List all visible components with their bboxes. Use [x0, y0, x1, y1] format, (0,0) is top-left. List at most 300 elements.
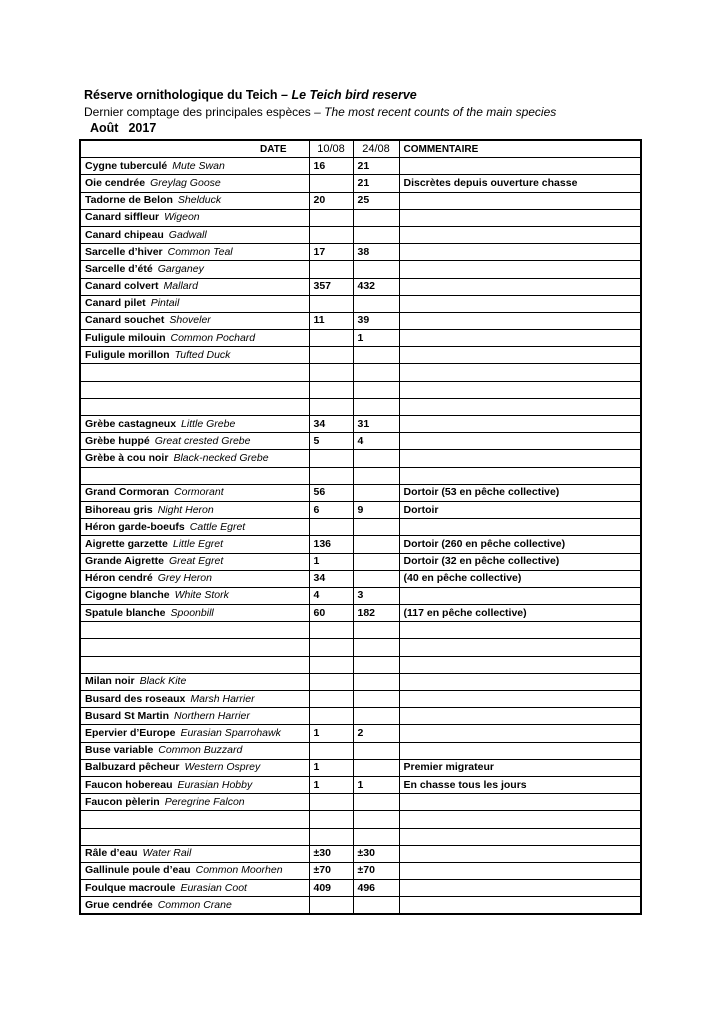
- table-row: [80, 519, 641, 536]
- count-10-08-cell: 11: [309, 312, 353, 329]
- document-header: [84, 86, 556, 137]
- count-24-08-cell: [353, 794, 399, 811]
- comment-cell: [399, 433, 641, 450]
- count-10-08-cell: [309, 673, 353, 690]
- count-24-08-cell: [353, 226, 399, 243]
- count-10-08-cell: 1: [309, 553, 353, 570]
- comment-cell: [399, 794, 641, 811]
- comment-cell: [399, 278, 641, 295]
- count-10-08-cell: 1: [309, 776, 353, 793]
- species-name-english: Northern Harrier: [174, 709, 250, 722]
- table-row: [80, 759, 641, 776]
- count-24-08-cell: [353, 656, 399, 673]
- count-10-08-cell: [309, 226, 353, 243]
- table-row: [80, 897, 641, 915]
- count-24-08-cell: [353, 570, 399, 587]
- comment-cell: [399, 725, 641, 742]
- table-row: [80, 467, 641, 484]
- title-separator: –: [277, 88, 292, 102]
- species-name-french: Foulque macroule: [85, 881, 176, 894]
- species-cell: [80, 794, 309, 811]
- count-24-08-cell: [353, 261, 399, 278]
- species-cell: [80, 467, 309, 484]
- comment-cell: En chasse tous les jours: [399, 776, 641, 793]
- table-row: [80, 312, 641, 329]
- count-10-08-cell: [309, 622, 353, 639]
- count-24-08-cell: [353, 742, 399, 759]
- comment-cell: [399, 708, 641, 725]
- species-name-french: Grand Cormoran: [85, 486, 170, 499]
- count-24-08-cell: [353, 347, 399, 364]
- table-row: [80, 536, 641, 553]
- table-row: [80, 501, 641, 518]
- comment-cell: [399, 862, 641, 879]
- count-24-08-cell: [353, 364, 399, 381]
- table-row: [80, 725, 641, 742]
- count-24-08-cell: [353, 639, 399, 656]
- count-24-08-cell: [353, 295, 399, 312]
- species-name-english: Eurasian Coot: [180, 881, 247, 894]
- count-10-08-cell: 6: [309, 501, 353, 518]
- comment-cell: [399, 673, 641, 690]
- count-10-08-cell: [309, 656, 353, 673]
- species-cell: [80, 570, 309, 587]
- count-10-08-cell: 34: [309, 416, 353, 433]
- species-name-french: Grue cendrée: [85, 898, 153, 911]
- species-name-french: Spatule blanche: [85, 606, 166, 619]
- species-cell: [80, 725, 309, 742]
- count-24-08-cell: [353, 811, 399, 828]
- species-name-french: Epervier d’Europe: [85, 726, 176, 739]
- species-name-french: Cigogne blanche: [85, 589, 170, 602]
- table-row: [80, 622, 641, 639]
- species-name-english: Tufted Duck: [174, 348, 231, 361]
- bird-count-table: [79, 139, 642, 915]
- species-name-english: Mallard: [163, 280, 198, 293]
- count-10-08-cell: 357: [309, 278, 353, 295]
- species-name-english: Night Heron: [157, 503, 214, 516]
- count-24-08-cell: 496: [353, 880, 399, 897]
- comment-cell: [399, 811, 641, 828]
- comment-cell: [399, 880, 641, 897]
- species-name-french: Canard siffleur: [85, 211, 160, 224]
- species-name-english: Western Osprey: [184, 761, 261, 774]
- count-10-08-cell: [309, 261, 353, 278]
- species-cell: [80, 776, 309, 793]
- table-header-row: [80, 140, 641, 158]
- species-cell: [80, 605, 309, 622]
- count-24-08-cell: 1: [353, 330, 399, 347]
- table-row: [80, 656, 641, 673]
- table-row: [80, 708, 641, 725]
- species-name-french: Sarcelle d’été: [85, 262, 153, 275]
- species-cell: [80, 811, 309, 828]
- species-name-french: Milan noir: [85, 675, 135, 688]
- count-24-08-cell: 2: [353, 725, 399, 742]
- comment-cell: [399, 244, 641, 261]
- species-cell: [80, 450, 309, 467]
- count-10-08-cell: 1: [309, 725, 353, 742]
- count-24-08-cell: 31: [353, 416, 399, 433]
- species-cell: [80, 742, 309, 759]
- subtitle-french: Dernier comptage des principales espèces: [84, 105, 311, 119]
- count-24-08-cell: 1: [353, 776, 399, 793]
- count-10-08-cell: [309, 209, 353, 226]
- count-10-08-cell: [309, 897, 353, 915]
- comment-cell: [399, 158, 641, 175]
- count-24-08-cell: [353, 398, 399, 415]
- species-cell: [80, 897, 309, 915]
- species-name-english: Peregrine Falcon: [164, 795, 245, 808]
- comment-cell: Dortoir (32 en pêche collective): [399, 553, 641, 570]
- table-row: [80, 278, 641, 295]
- count-24-08-cell: [353, 467, 399, 484]
- species-name-english: Black-necked Grebe: [173, 451, 269, 464]
- count-24-08-cell: 9: [353, 501, 399, 518]
- species-cell: [80, 639, 309, 656]
- comment-cell: [399, 192, 641, 209]
- comment-cell: [399, 295, 641, 312]
- species-name-english: Common Pochard: [170, 331, 256, 344]
- date-1-column-header: 10/08: [309, 140, 353, 158]
- table-row: [80, 484, 641, 501]
- table-row: [80, 880, 641, 897]
- count-10-08-cell: [309, 708, 353, 725]
- count-10-08-cell: 34: [309, 570, 353, 587]
- count-24-08-cell: [353, 622, 399, 639]
- comment-cell: [399, 398, 641, 415]
- comment-cell: [399, 312, 641, 329]
- species-cell: [80, 673, 309, 690]
- species-cell: [80, 656, 309, 673]
- count-10-08-cell: 136: [309, 536, 353, 553]
- count-10-08-cell: [309, 330, 353, 347]
- species-cell: [80, 553, 309, 570]
- count-24-08-cell: 21: [353, 175, 399, 192]
- comment-cell: Dortoir: [399, 501, 641, 518]
- table-row: [80, 776, 641, 793]
- species-name-english: Greylag Goose: [150, 176, 221, 189]
- date-2-column-header: 24/08: [353, 140, 399, 158]
- date-column-header: DATE: [80, 140, 309, 158]
- species-cell: [80, 244, 309, 261]
- page-title: [84, 86, 556, 104]
- count-24-08-cell: [353, 519, 399, 536]
- table-row: [80, 261, 641, 278]
- species-name-french: Grèbe à cou noir: [85, 451, 169, 464]
- species-name-french: Gallinule poule d’eau: [85, 864, 191, 877]
- count-10-08-cell: [309, 519, 353, 536]
- species-cell: [80, 501, 309, 518]
- comment-cell: (117 en pêche collective): [399, 605, 641, 622]
- species-name-french: Cygne tuberculé: [85, 159, 168, 172]
- comment-column-header: COMMENTAIRE: [399, 140, 641, 158]
- species-name-english: Little Egret: [172, 537, 224, 550]
- comment-cell: Dortoir (53 en pêche collective): [399, 484, 641, 501]
- species-cell: [80, 209, 309, 226]
- table-row: [80, 175, 641, 192]
- species-cell: [80, 226, 309, 243]
- species-name-english: Black Kite: [139, 675, 187, 688]
- comment-cell: [399, 467, 641, 484]
- comment-cell: [399, 828, 641, 845]
- report-month: Août: [90, 121, 119, 135]
- table-row: [80, 330, 641, 347]
- report-year: 2017: [128, 121, 157, 135]
- table-row: [80, 381, 641, 398]
- species-cell: [80, 862, 309, 879]
- species-name-french: Héron cendré: [85, 572, 153, 585]
- count-10-08-cell: [309, 295, 353, 312]
- species-cell: [80, 175, 309, 192]
- title-french: Réserve ornithologique du Teich: [84, 88, 278, 102]
- comment-cell: Dortoir (260 en pêche collective): [399, 536, 641, 553]
- count-24-08-cell: [353, 759, 399, 776]
- species-cell: [80, 347, 309, 364]
- species-cell: [80, 759, 309, 776]
- count-10-08-cell: [309, 691, 353, 708]
- species-cell: [80, 416, 309, 433]
- table-row: [80, 828, 641, 845]
- table-row: [80, 364, 641, 381]
- table-row: [80, 450, 641, 467]
- species-name-french: Grande Aigrette: [85, 555, 164, 568]
- count-24-08-cell: [353, 708, 399, 725]
- species-name-english: Shoveler: [169, 314, 211, 327]
- count-10-08-cell: [309, 742, 353, 759]
- title-english: Le Teich bird reserve: [291, 88, 417, 102]
- table-row: [80, 226, 641, 243]
- species-name-french: Canard pilet: [85, 297, 146, 310]
- comment-cell: [399, 347, 641, 364]
- species-name-english: Pintail: [150, 297, 180, 310]
- table-row: [80, 605, 641, 622]
- species-name-english: Gadwall: [168, 228, 207, 241]
- table-row: [80, 347, 641, 364]
- table-row: [80, 433, 641, 450]
- table-row: [80, 209, 641, 226]
- count-10-08-cell: [309, 639, 353, 656]
- species-cell: [80, 828, 309, 845]
- comment-cell: [399, 897, 641, 915]
- subtitle-english: The most recent counts of the main species: [324, 105, 557, 119]
- species-cell: [80, 158, 309, 175]
- page-subtitle: [84, 104, 556, 120]
- species-cell: [80, 484, 309, 501]
- count-10-08-cell: ±30: [309, 845, 353, 862]
- species-cell: [80, 433, 309, 450]
- species-name-english: Water Rail: [142, 847, 192, 860]
- species-name-french: Fuligule milouin: [85, 331, 166, 344]
- count-24-08-cell: 39: [353, 312, 399, 329]
- count-24-08-cell: 432: [353, 278, 399, 295]
- table-row: [80, 673, 641, 690]
- count-10-08-cell: [309, 175, 353, 192]
- count-24-08-cell: [353, 553, 399, 570]
- species-name-english: Common Buzzard: [158, 744, 243, 757]
- table-row: [80, 845, 641, 862]
- comment-cell: [399, 845, 641, 862]
- count-24-08-cell: [353, 897, 399, 915]
- species-cell: [80, 261, 309, 278]
- count-24-08-cell: 182: [353, 605, 399, 622]
- species-name-french: Sarcelle d’hiver: [85, 245, 163, 258]
- species-name-french: Fuligule morillon: [85, 348, 170, 361]
- species-name-french: Busard des roseaux: [85, 692, 186, 705]
- species-name-english: Cormorant: [174, 486, 224, 499]
- count-24-08-cell: 21: [353, 158, 399, 175]
- count-10-08-cell: 409: [309, 880, 353, 897]
- species-cell: [80, 622, 309, 639]
- count-10-08-cell: 5: [309, 433, 353, 450]
- species-cell: [80, 587, 309, 604]
- species-cell: [80, 519, 309, 536]
- table-row: [80, 295, 641, 312]
- species-name-french: Héron garde-boeufs: [85, 520, 185, 533]
- table-row: [80, 553, 641, 570]
- count-10-08-cell: [309, 398, 353, 415]
- count-10-08-cell: [309, 381, 353, 398]
- species-name-english: Common Crane: [157, 898, 232, 911]
- comment-cell: [399, 330, 641, 347]
- count-24-08-cell: [353, 536, 399, 553]
- count-24-08-cell: ±30: [353, 845, 399, 862]
- count-24-08-cell: 25: [353, 192, 399, 209]
- count-24-08-cell: [353, 828, 399, 845]
- count-10-08-cell: 60: [309, 605, 353, 622]
- species-cell: [80, 381, 309, 398]
- count-24-08-cell: [353, 209, 399, 226]
- species-name-french: Canard chipeau: [85, 228, 164, 241]
- table-row: [80, 416, 641, 433]
- species-cell: [80, 691, 309, 708]
- count-10-08-cell: 56: [309, 484, 353, 501]
- species-name-french: Grèbe huppé: [85, 434, 150, 447]
- species-name-french: Busard St Martin: [85, 709, 170, 722]
- count-24-08-cell: 38: [353, 244, 399, 261]
- count-10-08-cell: 20: [309, 192, 353, 209]
- species-name-french: Tadorne de Belon: [85, 194, 173, 207]
- comment-cell: Premier migrateur: [399, 759, 641, 776]
- table-row: [80, 742, 641, 759]
- comment-cell: [399, 364, 641, 381]
- count-10-08-cell: [309, 467, 353, 484]
- species-cell: [80, 330, 309, 347]
- report-period: [84, 120, 556, 137]
- species-name-english: White Stork: [174, 589, 229, 602]
- comment-cell: [399, 450, 641, 467]
- species-cell: [80, 880, 309, 897]
- species-cell: [80, 364, 309, 381]
- species-name-french: Aigrette garzette: [85, 537, 168, 550]
- species-name-french: Râle d’eau: [85, 847, 138, 860]
- species-name-french: Oie cendrée: [85, 176, 146, 189]
- count-24-08-cell: [353, 673, 399, 690]
- count-10-08-cell: [309, 450, 353, 467]
- count-10-08-cell: [309, 811, 353, 828]
- count-24-08-cell: [353, 691, 399, 708]
- table-row: [80, 570, 641, 587]
- species-cell: [80, 536, 309, 553]
- table-row: [80, 398, 641, 415]
- species-name-english: Cattle Egret: [189, 520, 246, 533]
- table-row: [80, 811, 641, 828]
- table-row: [80, 158, 641, 175]
- comment-cell: (40 en pêche collective): [399, 570, 641, 587]
- species-cell: [80, 708, 309, 725]
- comment-cell: [399, 416, 641, 433]
- count-10-08-cell: 17: [309, 244, 353, 261]
- count-24-08-cell: 3: [353, 587, 399, 604]
- count-24-08-cell: ±70: [353, 862, 399, 879]
- species-name-english: Wigeon: [164, 211, 200, 224]
- count-10-08-cell: 4: [309, 587, 353, 604]
- species-name-english: Common Moorhen: [195, 864, 283, 877]
- comment-cell: [399, 639, 641, 656]
- species-name-english: Grey Heron: [157, 572, 212, 585]
- comment-cell: [399, 226, 641, 243]
- species-cell: [80, 192, 309, 209]
- species-name-english: Eurasian Hobby: [177, 778, 253, 791]
- comment-cell: [399, 519, 641, 536]
- species-cell: [80, 295, 309, 312]
- count-10-08-cell: [309, 794, 353, 811]
- table-row: [80, 587, 641, 604]
- species-name-french: Bihoreau gris: [85, 503, 153, 516]
- species-name-english: Shelduck: [177, 194, 222, 207]
- count-24-08-cell: [353, 484, 399, 501]
- species-name-english: Eurasian Sparrohawk: [180, 726, 281, 739]
- species-cell: [80, 312, 309, 329]
- species-name-french: Faucon hobereau: [85, 778, 173, 791]
- count-10-08-cell: [309, 347, 353, 364]
- species-name-english: Common Teal: [167, 245, 233, 258]
- comment-cell: [399, 622, 641, 639]
- table-row: [80, 794, 641, 811]
- count-10-08-cell: 16: [309, 158, 353, 175]
- species-name-french: Buse variable: [85, 744, 154, 757]
- comment-cell: Discrètes depuis ouverture chasse: [399, 175, 641, 192]
- species-name-english: Great crested Grebe: [154, 434, 251, 447]
- species-name-english: Spoonbill: [170, 606, 214, 619]
- species-cell: [80, 278, 309, 295]
- comment-cell: [399, 656, 641, 673]
- subtitle-separator: –: [310, 105, 325, 119]
- species-name-english: Garganey: [157, 262, 204, 275]
- table-row: [80, 639, 641, 656]
- table-row: [80, 192, 641, 209]
- table-row: [80, 244, 641, 261]
- comment-cell: [399, 381, 641, 398]
- table-row: [80, 691, 641, 708]
- species-name-french: Balbuzard pêcheur: [85, 761, 180, 774]
- species-cell: [80, 398, 309, 415]
- comment-cell: [399, 209, 641, 226]
- count-10-08-cell: 1: [309, 759, 353, 776]
- table-row: [80, 862, 641, 879]
- count-24-08-cell: 4: [353, 433, 399, 450]
- species-name-french: Canard colvert: [85, 280, 159, 293]
- species-name-french: Faucon pèlerin: [85, 795, 160, 808]
- count-24-08-cell: [353, 450, 399, 467]
- comment-cell: [399, 587, 641, 604]
- count-10-08-cell: ±70: [309, 862, 353, 879]
- species-name-french: Canard souchet: [85, 314, 165, 327]
- species-name-english: Little Grebe: [181, 417, 236, 430]
- comment-cell: [399, 261, 641, 278]
- species-name-english: Mute Swan: [172, 159, 225, 172]
- count-10-08-cell: [309, 364, 353, 381]
